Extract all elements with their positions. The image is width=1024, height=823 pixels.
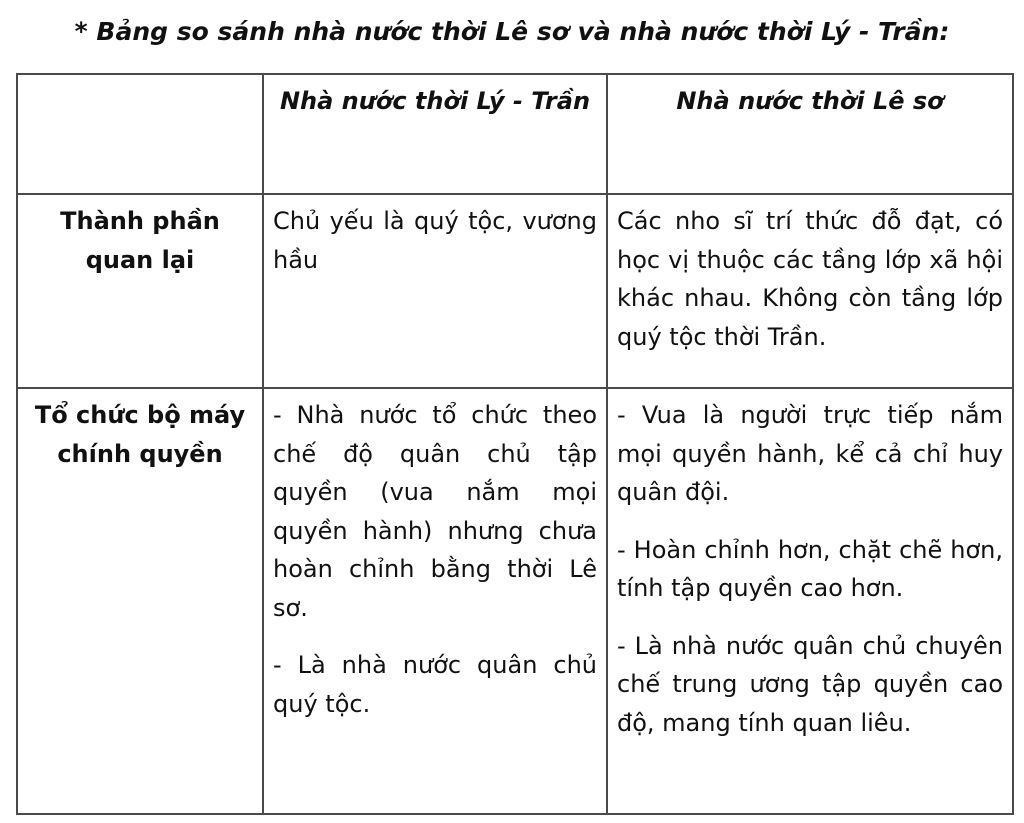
cell-government-ly-tran: [263, 388, 607, 814]
cell-paragraph: - Là nhà nước quân chủ chuyên chế trung ương tập quyền cao độ, mang tính quan liêu.: [617, 631, 1003, 737]
column-header-ly-tran: Nhà nước thời Lý - Trần: [263, 74, 607, 194]
column-header-le-so: Nhà nước thời Lê sơ: [607, 74, 1013, 194]
row-header-government: Tổ chức bộ máy chính quyền: [17, 388, 263, 814]
cell-paragraph: Các nho sĩ trí thức đỗ đạt, có học vị thuộc các tầng lớp xã hội khác nhau. Không còn tầng lớp quý tộc thời Trần.: [617, 207, 1003, 351]
page-title: * Bảng so sánh nhà nước thời Lê sơ và nhà nước thời Lý - Trần:: [74, 17, 950, 46]
cell-officials-le-so: [607, 194, 1013, 388]
table-header-row: [17, 74, 1013, 194]
cell-paragraph: - Nhà nước tổ chức theo chế độ quân chủ tập quyền (vua nắm mọi quyền hành) nhưng chưa hoàn chỉnh bằng thời Lê sơ.: [273, 401, 597, 622]
table-row: [17, 194, 1013, 388]
cell-government-le-so: [607, 388, 1013, 814]
cell-officials-ly-tran: [263, 194, 607, 388]
table-row: [17, 388, 1013, 814]
cell-paragraph: - Là nhà nước quân chủ quý tộc.: [273, 651, 597, 718]
cell-paragraph: Chủ yếu là quý tộc, vương hầu: [273, 207, 597, 274]
corner-cell: [17, 74, 263, 194]
row-header-officials: Thành phần quan lại: [17, 194, 263, 388]
cell-paragraph: - Vua là người trực tiếp nắm mọi quyền hành, kể cả chỉ huy quân đội.: [617, 401, 1003, 506]
cell-paragraph: - Hoàn chỉnh hơn, chặt chẽ hơn, tính tập quyền cao hơn.: [617, 535, 1003, 602]
comparison-table: [16, 73, 1014, 815]
